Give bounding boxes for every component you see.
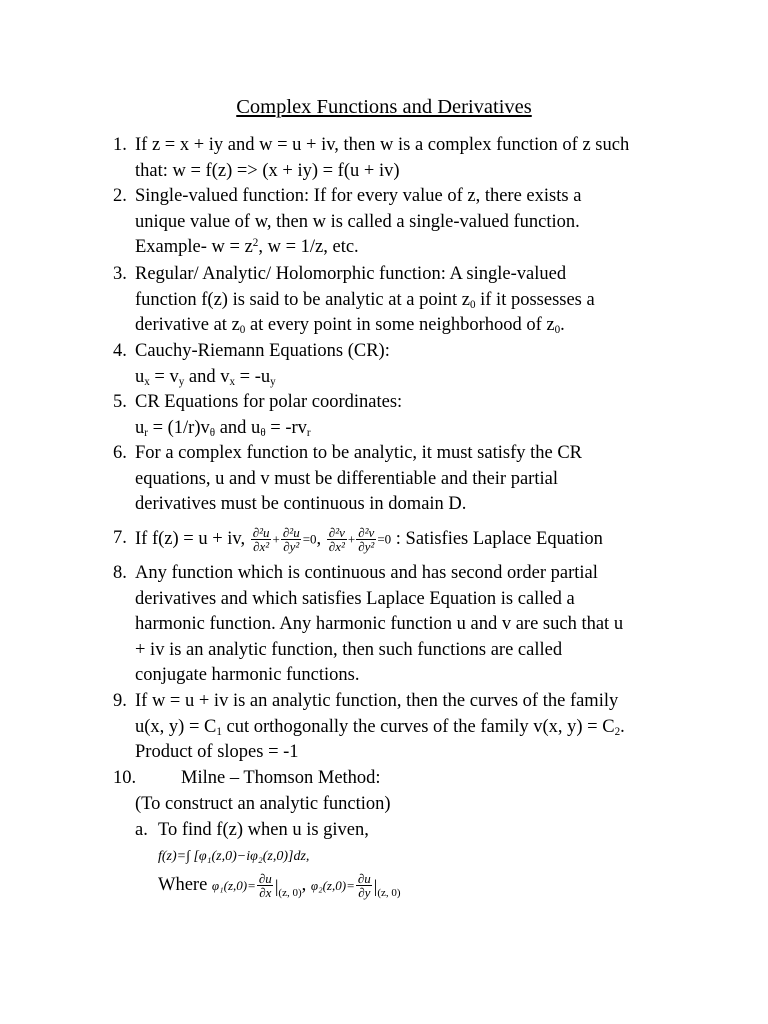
text-run: : Satisfies Laplace Equation (391, 528, 603, 549)
text-run: conjugate harmonic functions. (135, 665, 360, 686)
fraction-denominator: ∂x² (328, 539, 345, 554)
fraction-denominator: ∂x (259, 885, 272, 900)
item-text (135, 133, 629, 184)
page-title: Complex Functions and Derivatives (236, 96, 532, 118)
math-operator: =0 (302, 531, 317, 547)
text-run: cut orthogonally the curves of the family v(x, y) = C (221, 716, 615, 737)
partial-derivative-fraction (327, 526, 347, 553)
text-run: = v (149, 366, 179, 387)
text-run: Cauchy-Riemann Equations (CR): (135, 341, 390, 361)
subscript: r (306, 426, 311, 439)
text-line (135, 663, 623, 689)
item-text (135, 339, 390, 390)
text-line (135, 159, 629, 185)
item-number: 5. (113, 392, 127, 412)
text-line (135, 365, 390, 391)
fraction-denominator: ∂y (358, 885, 371, 900)
subscript: θ (209, 426, 216, 439)
sub-item-letter: a. (135, 820, 148, 840)
text-line (135, 467, 582, 493)
text-run: . (620, 716, 625, 737)
fraction-numerator: ∂u (357, 871, 371, 886)
item-number: 2. (113, 186, 127, 206)
item-number: 8. (113, 563, 127, 583)
text-line (135, 689, 625, 715)
math-operator: =0 (377, 531, 392, 547)
separator: , (301, 874, 311, 895)
text-run: + iv is an analytic function, then such functions are called (135, 639, 563, 660)
text-run: = (1/r)v (147, 417, 210, 438)
item-number: 10. (113, 768, 137, 788)
fraction-denominator: ∂y² (283, 539, 300, 554)
subscript: x (229, 375, 236, 388)
text-run: If f(z) = u + iv, (135, 528, 250, 549)
item-text (135, 184, 581, 261)
text-line (135, 587, 623, 613)
item-number: 3. (113, 264, 127, 284)
text-run: For a complex function to be analytic, it must satisfy the CR (135, 443, 583, 463)
item-text (135, 262, 595, 339)
partial-derivative-fraction (251, 526, 272, 553)
subscript: 0 (239, 324, 246, 337)
text-line (135, 492, 582, 518)
math-operator: + (347, 531, 356, 547)
text-run: derivative at z (135, 315, 240, 336)
text-run: u (135, 366, 145, 387)
sub-item-text: To find f(z) when u is given, (158, 820, 369, 840)
du-dy-fraction (356, 872, 373, 899)
text-run: . (560, 315, 565, 336)
text-line (135, 235, 581, 261)
fraction-numerator: ∂²u (282, 525, 300, 540)
text-run: Product of slopes = -1 (135, 742, 299, 763)
text-run: If z = x + iy and w = u + iv, then w is a complex function of z such (135, 135, 630, 155)
milne-thomson-formula: f(z)=∫ [φ₁(z,0)−iφ₂(z,0)]dz, (158, 849, 310, 864)
item-text (135, 561, 623, 689)
subscript: 0 (469, 298, 476, 311)
fraction-numerator: ∂²v (358, 525, 375, 540)
du-dx-fraction (257, 872, 274, 899)
subscript: y (270, 375, 276, 388)
text-line (135, 416, 402, 442)
text-run: CR Equations for polar coordinates: (135, 392, 403, 412)
text-line (135, 740, 625, 766)
text-run: Any function which is continuous and has second order partial (135, 563, 598, 583)
subscript: x (144, 375, 150, 388)
evaluation-bar: | (274, 875, 279, 896)
text-run: u(x, y) = C (135, 716, 217, 737)
text-line (135, 526, 603, 552)
subscript: 2 (614, 725, 621, 738)
item-text (135, 390, 402, 441)
partial-derivative-fraction (356, 526, 376, 553)
subscript: 0 (554, 324, 561, 337)
text-run: , w = 1/z, etc. (258, 237, 359, 258)
fraction-numerator: ∂u (258, 871, 272, 886)
text-run: Regular/ Analytic/ Holomorphic function: A single-valued (135, 264, 567, 284)
text-line (135, 184, 581, 210)
text-line (135, 313, 595, 339)
text-run: at every point in some neighborhood of z (245, 315, 555, 336)
text-run: equations, u and v must be differentiable and their partial (135, 468, 558, 489)
item-text (135, 689, 625, 766)
text-run: u (135, 417, 145, 438)
item-number: 1. (113, 135, 127, 155)
item-text (135, 526, 603, 552)
text-line (135, 715, 625, 741)
item-number: 6. (113, 443, 127, 463)
text-run: harmonic function. Any harmonic function u and v are such that u (135, 614, 624, 635)
text-line (135, 441, 582, 467)
text-run: If w = u + iv is an analytic function, then the curves of the family (135, 691, 619, 711)
partial-derivative-fraction (281, 526, 302, 553)
text-run: derivatives and which satisfies Laplace Equation is called a (135, 588, 575, 609)
subscript: r (144, 426, 148, 439)
text-line (135, 339, 390, 365)
where-label: Where (158, 874, 212, 895)
text-line (135, 262, 595, 288)
fraction-numerator: ∂²u (252, 525, 270, 540)
item-10-heading: Milne – Thomson Method: (181, 768, 381, 788)
fraction-denominator: ∂y² (358, 539, 375, 554)
subscript: θ (260, 426, 266, 439)
text-run: unique value of w, then w is called a single-valued function. (135, 211, 580, 232)
fraction-numerator: ∂²v (328, 525, 345, 540)
text-run: Example- w = z (135, 237, 253, 258)
text-run: function f(z) is said to be analytic at a point z (135, 289, 470, 310)
where-definitions (158, 872, 401, 906)
text-run: = -rv (265, 417, 307, 438)
math-operator: + (272, 531, 280, 547)
fraction-denominator: ∂x² (253, 539, 270, 554)
text-run: if it possesses a (475, 289, 595, 310)
subscript: y (178, 375, 185, 388)
item-number: 4. (113, 341, 127, 361)
text-run: Single-valued function: If for every value of z, there exists a (135, 186, 582, 206)
text-line (135, 638, 623, 664)
evaluation-point: (z, 0) (377, 886, 401, 899)
item-number: 7. (113, 528, 127, 548)
text-run: and v (184, 366, 230, 387)
phi2-label: φ₂(z,0)= (310, 877, 355, 893)
text-line (135, 390, 402, 416)
text-line (135, 561, 623, 587)
subscript: 1 (216, 725, 222, 738)
item-number: 9. (113, 691, 127, 711)
text-run: = -u (235, 366, 271, 387)
evaluation-point: (z, 0) (278, 886, 302, 899)
text-run: , (316, 528, 326, 549)
text-line (135, 133, 629, 159)
item-text (135, 441, 582, 518)
evaluation-bar: | (373, 875, 378, 896)
text-line (135, 288, 595, 314)
text-line (135, 210, 581, 236)
text-run: derivatives must be continuous in domain D. (135, 494, 467, 515)
item-10-subheading: (To construct an analytic function) (135, 794, 391, 814)
text-run: that: w = f(z) => (x + iy) = f(u + iv) (135, 160, 400, 181)
text-line (135, 612, 623, 638)
phi1-label: φ₁(z,0)= (211, 877, 256, 893)
text-run: and u (215, 417, 261, 438)
superscript: 2 (252, 237, 259, 250)
